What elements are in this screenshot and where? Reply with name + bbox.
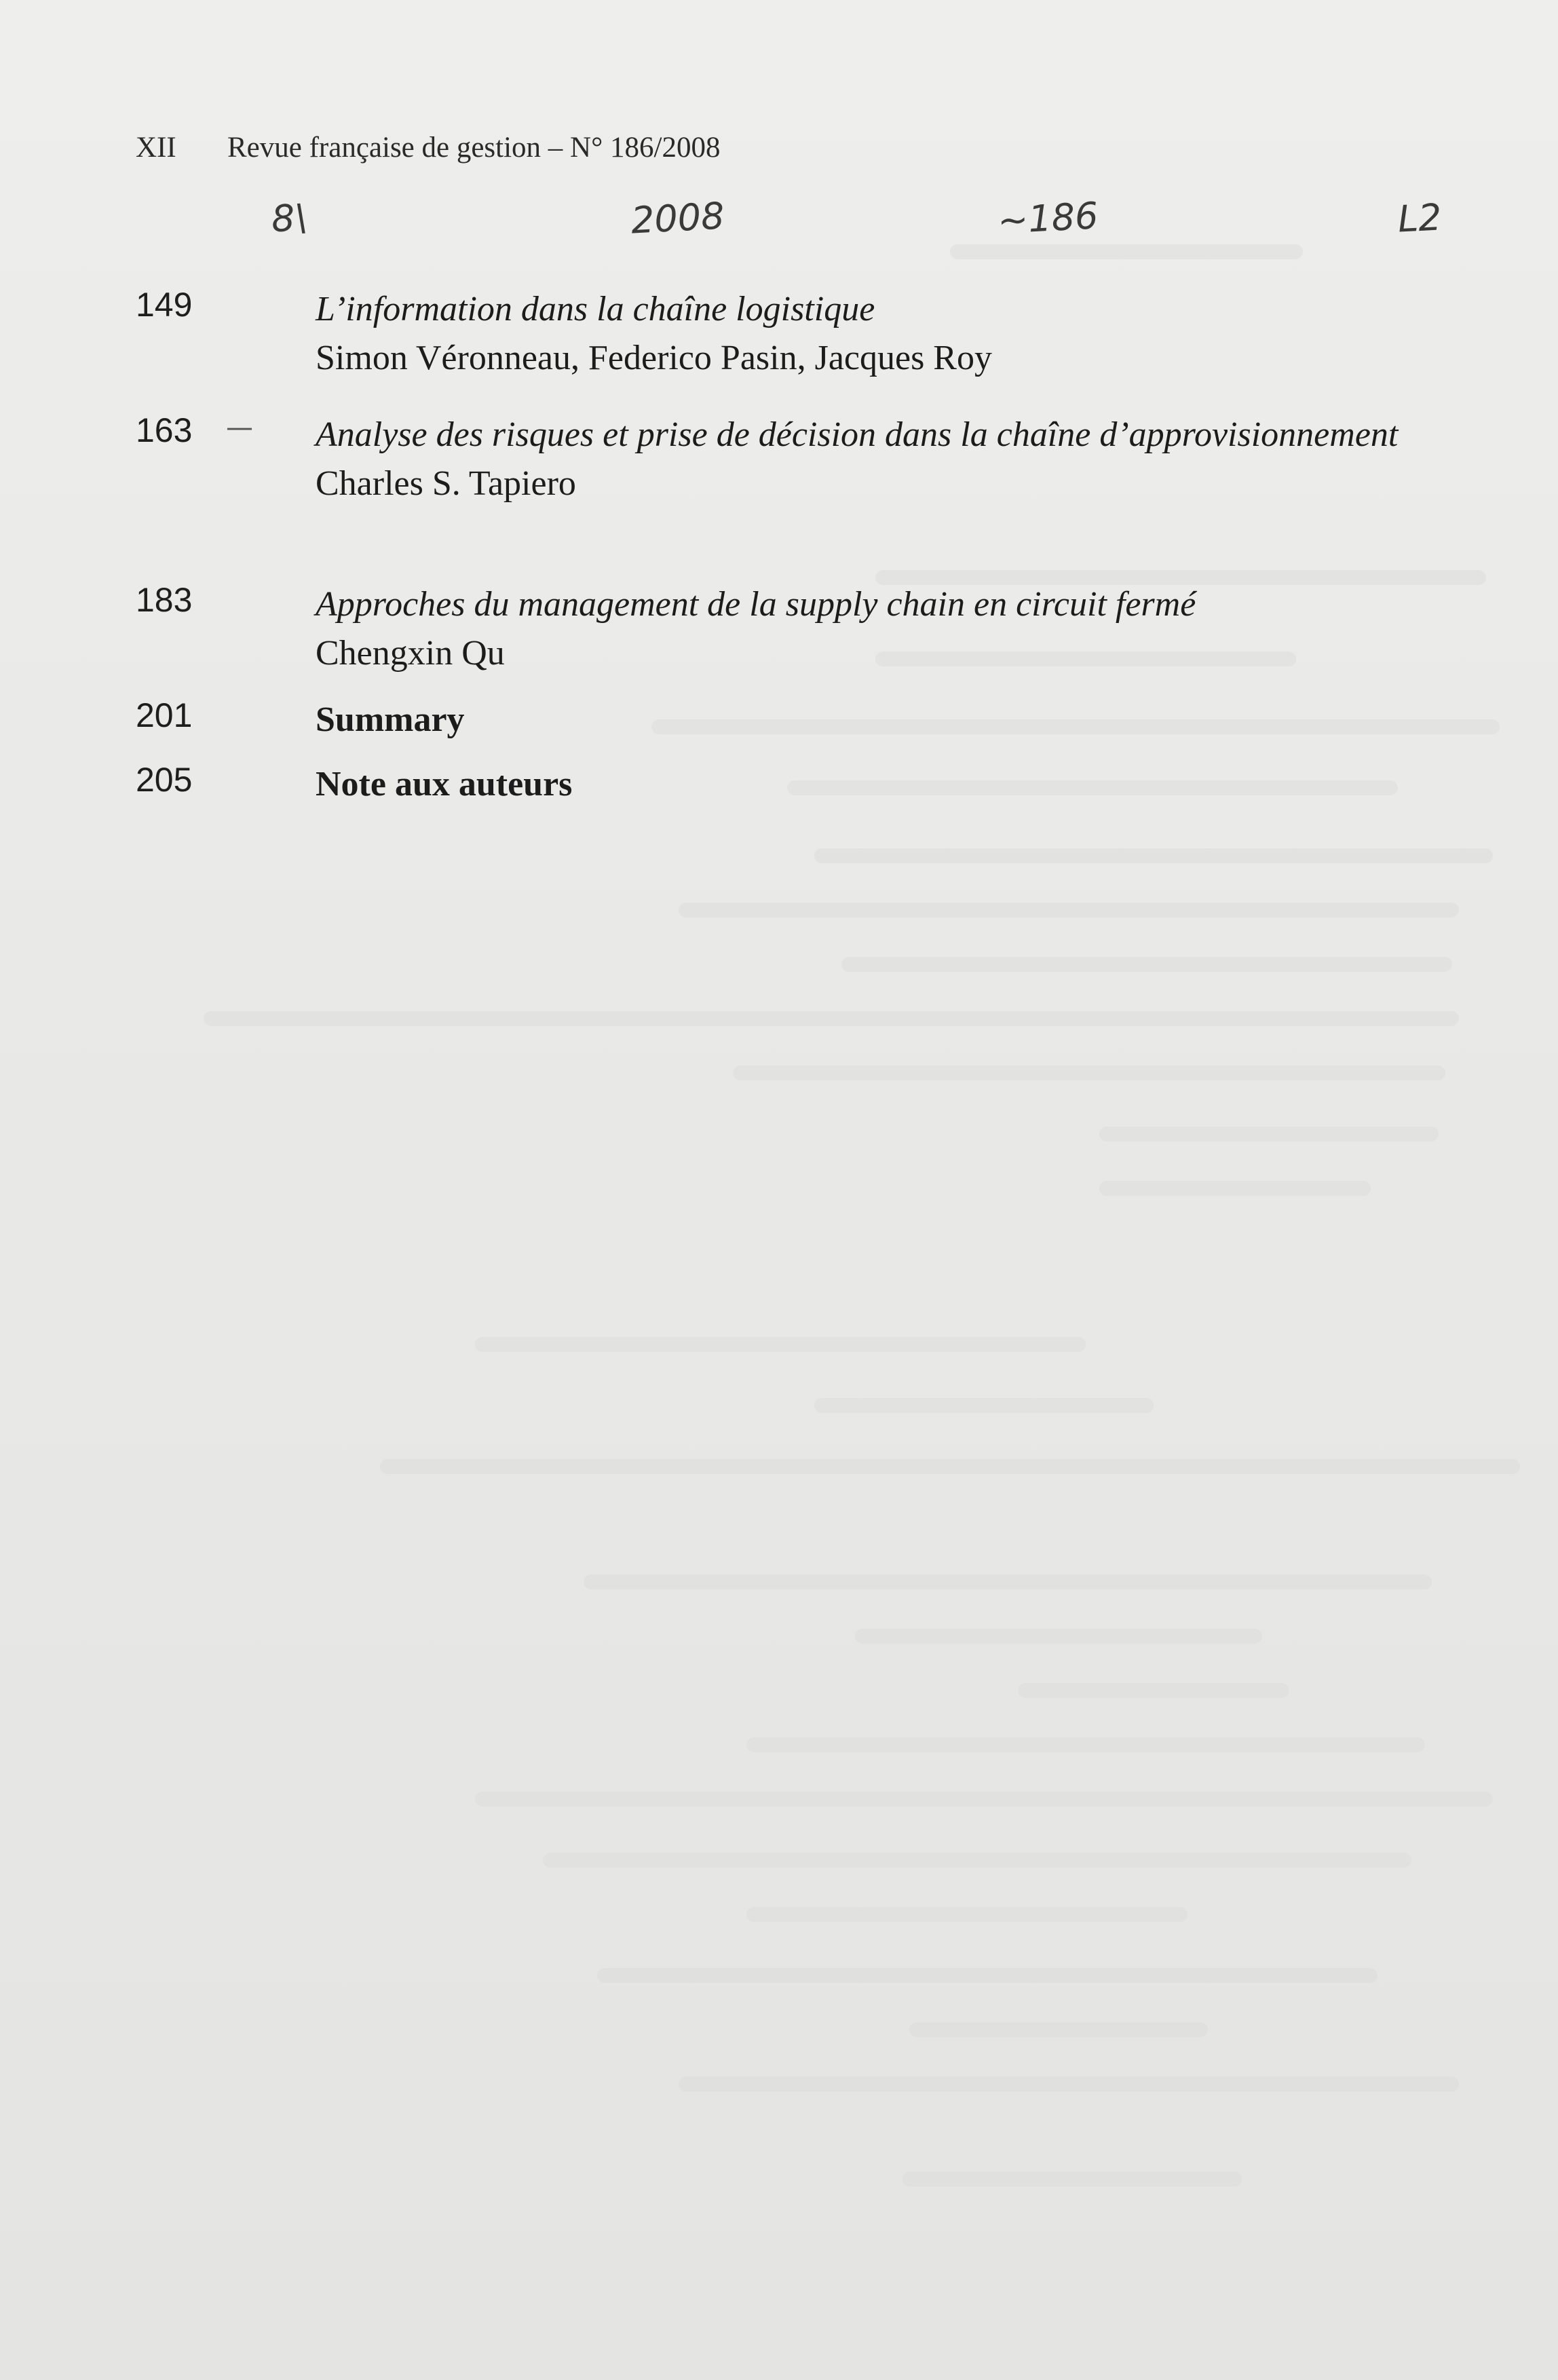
bleed-through	[679, 2077, 1459, 2092]
bleed-through	[814, 848, 1493, 863]
bleed-through	[814, 1398, 1154, 1413]
pencil-annotation: 2008	[630, 194, 725, 242]
bleed-through	[950, 244, 1303, 259]
toc-page-number: 149	[136, 286, 193, 324]
bleed-through	[1099, 1127, 1439, 1141]
bleed-through	[475, 1792, 1493, 1807]
section-label: Note aux auteurs	[316, 765, 573, 804]
bleed-through	[902, 2172, 1242, 2187]
folio: XII	[136, 132, 176, 164]
article-title: L’information dans la chaîne logistique	[316, 290, 875, 328]
bleed-through	[746, 1907, 1188, 1922]
bleed-through	[733, 1065, 1445, 1080]
pencil-dash: —	[226, 412, 253, 443]
bleed-through	[597, 1968, 1378, 1983]
pencil-annotation: ~186	[996, 194, 1099, 242]
bleed-through	[841, 957, 1452, 972]
article-title: Analyse des risques et prise de décision dans la chaîne d’approvisionnement	[316, 415, 1399, 454]
article-authors: Charles S. Tapiero	[316, 464, 576, 503]
bleed-through	[855, 1629, 1262, 1644]
article-authors: Simon Véronneau, Federico Pasin, Jacques Roy	[316, 339, 992, 377]
article-authors: Chengxin Qu	[316, 634, 505, 673]
bleed-through	[1018, 1683, 1289, 1698]
toc-page-number: 183	[136, 581, 193, 619]
toc-page-number: 205	[136, 761, 193, 799]
bleed-through	[204, 1011, 1459, 1026]
toc-page-number: 163	[136, 411, 193, 449]
pencil-annotation: L2	[1396, 195, 1443, 241]
section-label: Summary	[316, 700, 465, 739]
journal-title: Revue française de gestion – N° 186/2008	[227, 132, 721, 164]
pencil-annotation: 8\	[270, 195, 309, 241]
bleed-through	[1099, 1181, 1371, 1196]
bleed-through	[543, 1853, 1411, 1868]
bleed-through	[584, 1574, 1432, 1589]
running-head	[136, 131, 721, 164]
bleed-through	[475, 1337, 1086, 1352]
bleed-through	[746, 1737, 1425, 1752]
article-title: Approches du management de la supply chain en circuit fermé	[316, 585, 1196, 624]
bleed-through	[380, 1459, 1520, 1474]
toc-page-number: 201	[136, 696, 193, 734]
bleed-through	[679, 903, 1459, 918]
bleed-through	[909, 2022, 1208, 2037]
